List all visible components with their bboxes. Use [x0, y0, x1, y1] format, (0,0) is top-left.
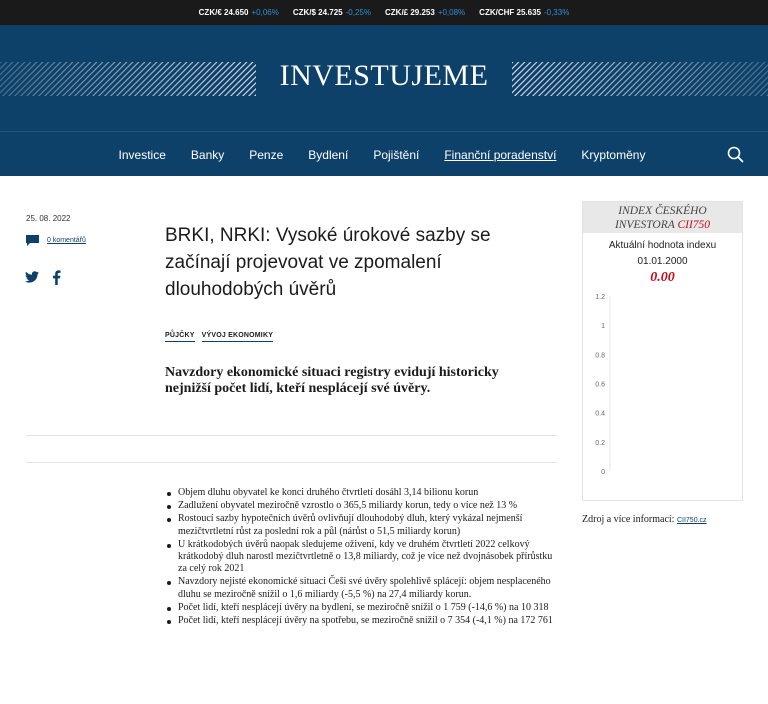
widget-date: 01.01.2000: [637, 256, 688, 267]
nav-item-5[interactable]: Finanční poradenství: [444, 147, 557, 162]
y-tick-label: 0: [601, 469, 605, 476]
ticker-change: -0,25%: [345, 8, 371, 17]
list-item: Počet lidí, kteří nesplácejí úvěry na spotřebu, se meziročně snížil o 7 354 (-4,1 %) na 172 761: [165, 615, 560, 627]
widget-subtitle: Aktuální hodnota indexu: [608, 240, 717, 251]
y-tick-label: 1: [601, 323, 605, 331]
ticker-rate: CZK/£ 29.253: [385, 8, 435, 17]
nav-item-2[interactable]: Penze: [249, 147, 284, 162]
article-date: 25. 08. 2022: [26, 214, 71, 223]
list-item: Navzdory nejisté ekonomické situaci Češi své úvěry spolehlivě splácejí: objem nesplaceného dluhu se meziročně snížil o 1,6 miliardy (-5,5 %) na 27,4 miliardy korun.: [165, 576, 560, 600]
ticker-rate: CZK/$ 24.725: [292, 8, 343, 17]
investor-index-widget: [582, 201, 743, 501]
nav-item-3[interactable]: Bydlení: [308, 147, 349, 162]
masthead: [0, 25, 768, 131]
tag-pujcky[interactable]: PŮJČKY: [165, 332, 195, 342]
comments-count[interactable]: 0 komentářů: [47, 237, 86, 244]
divider: [26, 435, 557, 436]
search-icon[interactable]: [727, 146, 744, 163]
article-perex: Navzdory ekonomické situaci registry evidují historicky nejnižší počet lidí, kteří nesplácejí své úvěry.: [165, 365, 499, 396]
ticker-item: [385, 8, 465, 17]
list-item: Zadlužení obyvatel meziročně vzrostlo o 365,5 miliardy korun, tedy o více než 13 %: [165, 500, 560, 512]
y-tick-label: 0.6: [595, 381, 605, 389]
source-link[interactable]: CII750.cz: [676, 517, 707, 524]
main-navigation: [0, 131, 768, 176]
widget-title: [583, 202, 742, 233]
widget-source: [582, 514, 707, 525]
widget-title-line1: INDEX ČESKÉHO: [618, 205, 707, 217]
list-item: Objem dluhu obyvatel ke konci druhého čtvrtletí dosáhl 3,14 bilionu korun: [165, 487, 560, 499]
ticker-item: [199, 8, 279, 17]
nav-item-4[interactable]: Pojištění: [373, 147, 420, 162]
index-chart: [583, 288, 742, 478]
comment-icon: [26, 235, 39, 246]
tag-vyvoj-ekonomiky[interactable]: VÝVOJ EKONOMIKY: [202, 332, 273, 342]
nav-list: [0, 132, 768, 177]
site-logo[interactable]: INVESTUJEME: [279, 59, 489, 92]
ticker-change: +0,08%: [437, 8, 466, 17]
widget-value: 0.00: [650, 270, 675, 285]
list-item: Rostoucí sazby hypotečních úvěrů ovlivňují dlouhodobý dluh, který vykázal nejmenší mezičtvrtletní růst za poslední rok a půl (nárůst o 51,5 miliardy korun): [165, 513, 560, 537]
list-item: U krátkodobých úvěrů naopak sledujeme oživení, kdy ve druhém čtvrtletí 2022 celkový krátkodobý dluh narostl mezičtvrtletně o 13,8 miliardy, což je více než dvojnásobek přírůstku za celý rok 2021: [165, 539, 560, 576]
nav-item-1[interactable]: Banky: [190, 147, 225, 162]
ticker-item: [293, 8, 371, 17]
y-tick-label: 1.2: [595, 294, 605, 301]
article-summary-list: [165, 487, 560, 628]
widget-index-code: CII750: [677, 219, 711, 231]
source-label: Zdroj a více informací:: [582, 514, 675, 525]
ticker-item: [479, 8, 569, 17]
article-title: BRKI, NRKI: Vysoké úrokové sazby se začínají projevovat ve zpomalení dlouhodobých úvěrů: [165, 225, 491, 300]
twitter-icon[interactable]: [25, 271, 39, 283]
y-tick-label: 0.4: [595, 410, 605, 418]
decorative-stripes: [512, 62, 768, 96]
y-tick-label: 0.2: [595, 439, 605, 447]
facebook-icon[interactable]: [52, 270, 61, 285]
ticker-rate: CZK/CHF 25.635: [479, 8, 541, 17]
nav-item-6[interactable]: Kryptoměny: [581, 147, 646, 162]
nav-item-0[interactable]: Investice: [118, 147, 166, 162]
ticker-rate: CZK/€ 24.650: [198, 8, 249, 17]
divider: [26, 462, 557, 463]
ticker-change: -0,33%: [543, 8, 570, 17]
ticker-change: +0,06%: [251, 8, 279, 17]
y-tick-label: 0.8: [595, 352, 605, 360]
article-tags: [165, 332, 273, 342]
comments-link[interactable]: [26, 235, 86, 246]
widget-title-line2: INVESTORA: [614, 219, 675, 231]
list-item: Počet lidí, kteří nesplácejí úvěry na bydlení, se meziročně snížil o 1 759 (-14,6 %) na 10 318: [165, 602, 560, 614]
currency-ticker: [0, 0, 768, 25]
